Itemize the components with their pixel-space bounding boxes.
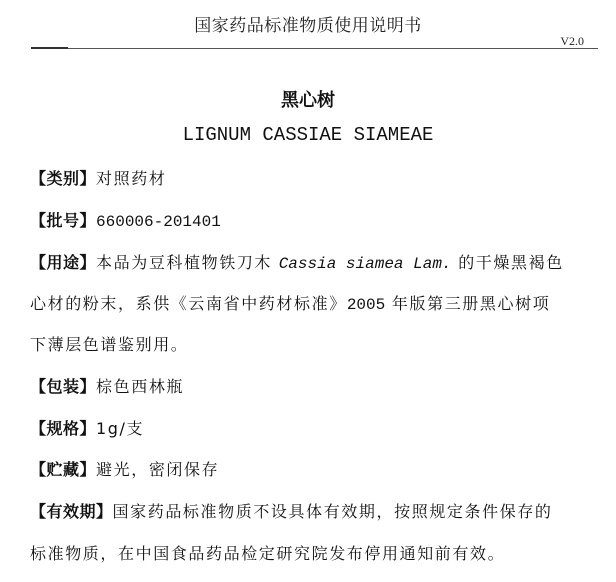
- document-header-title: 国家药品标准物质使用说明书: [194, 16, 422, 36]
- field-usage-text-2b: 年版第三册黑心树项: [385, 294, 551, 313]
- field-validity-text-2: 标准物质，在中国食品药品检定研究院发布停用通知前有效。: [30, 544, 506, 563]
- field-usage-line-1: [30, 252, 590, 275]
- field-category-value: 对照药材: [96, 169, 167, 188]
- field-validity-label: 【有效期】: [30, 502, 113, 521]
- field-usage-label: 【用途】: [30, 253, 97, 272]
- field-specification-value: 1g/支: [96, 419, 145, 438]
- field-usage-text-2a: 心材的粉末，系供《云南省中药材标准》: [30, 294, 347, 313]
- field-usage-text-1b: 的干燥黑褐色: [451, 253, 564, 272]
- field-category-label: 【类别】: [30, 169, 97, 188]
- version-label: V2.0: [560, 34, 584, 48]
- field-packaging-label: 【包装】: [30, 377, 97, 396]
- field-storage-label: 【贮藏】: [30, 460, 97, 479]
- field-specification: [30, 418, 590, 440]
- field-batch: [30, 210, 590, 233]
- field-usage-line-2: [30, 293, 590, 316]
- field-batch-value: 660006-201401: [96, 213, 221, 231]
- field-usage-year: 2005: [346, 296, 386, 314]
- field-packaging-value: 棕色西林瓶: [96, 377, 185, 396]
- product-name-latin: LIGNUM CASSIAE SIAMEAE: [182, 124, 434, 146]
- field-usage-text-3: 下薄层色谱鉴别用。: [30, 335, 189, 354]
- field-storage: [30, 459, 590, 481]
- field-packaging: [30, 376, 590, 398]
- field-storage-value: 避光，密闭保存: [96, 460, 220, 479]
- field-category: [30, 168, 590, 190]
- field-validity-line-1: [30, 501, 590, 523]
- product-name-chinese: 黑心树: [281, 90, 335, 111]
- field-specification-label: 【规格】: [30, 419, 97, 438]
- header-divider-accent: [31, 47, 68, 49]
- header-divider: [31, 48, 598, 49]
- field-batch-label: 【批号】: [30, 211, 97, 230]
- field-usage-text-1a: 本品为豆科植物铁刀木: [96, 253, 279, 272]
- field-validity-line-2: [30, 543, 590, 565]
- field-usage-line-3: [30, 334, 590, 356]
- field-usage-species: Cassia siamea Lam.: [278, 255, 452, 273]
- field-validity-text-1: 国家药品标准物质不设具体有效期，按照规定条件保存的: [112, 502, 553, 521]
